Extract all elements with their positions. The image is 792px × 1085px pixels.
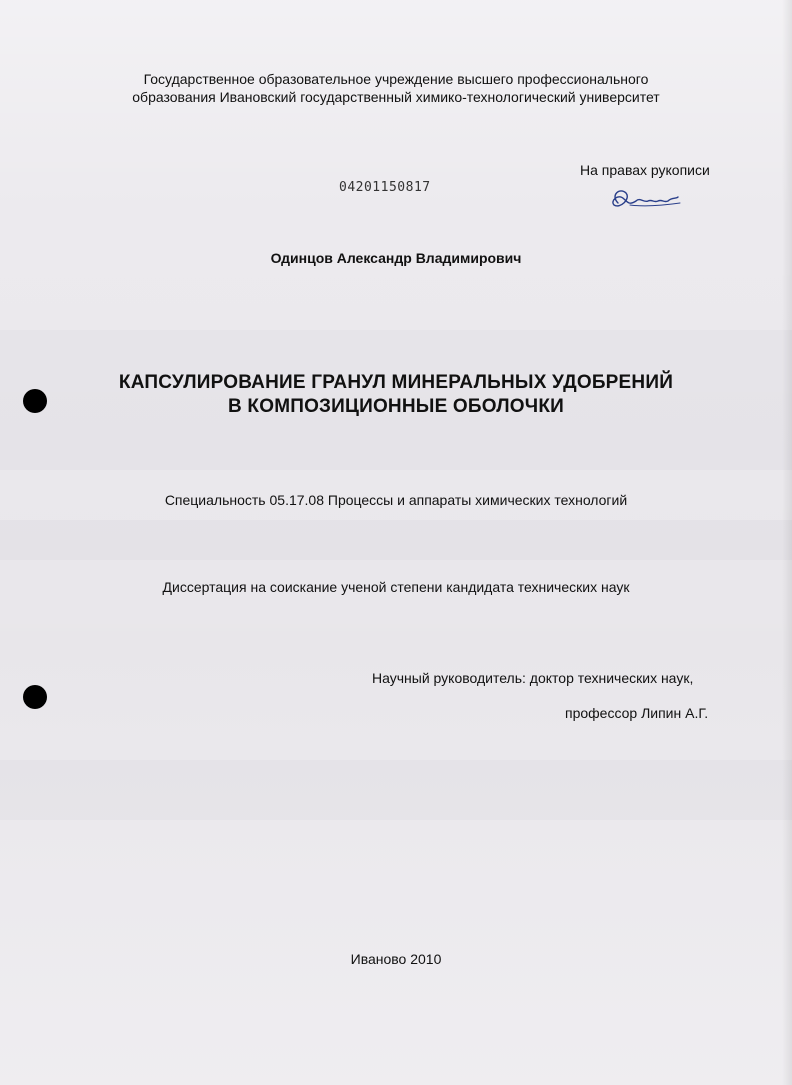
punch-hole	[23, 685, 47, 709]
author-name: Одинцов Александр Владимирович	[270, 250, 522, 266]
punch-hole	[23, 389, 47, 413]
catalog-number: 04201150817	[339, 180, 431, 195]
signature-icon	[606, 185, 686, 215]
title-line-1: КАПСУЛИРОВАНИЕ ГРАНУЛ МИНЕРАЛЬНЫХ УДОБРЕНИЙ	[118, 372, 674, 393]
institution-line-2: образования Ивановский государственный химико-технологический университет	[132, 89, 660, 105]
supervisor-line-1: Научный руководитель: доктор технических наук,	[372, 670, 694, 686]
supervisor-line-2: профессор Липин А.Г.	[565, 705, 709, 721]
scan-shading	[0, 760, 792, 820]
city-year: Иваново 2010	[350, 951, 442, 967]
specialty: Специальность 05.17.08 Процессы и аппараты химических технологий	[164, 492, 628, 508]
page-edge-shadow	[782, 0, 792, 1085]
rights-note: На правах рукописи	[580, 162, 710, 178]
institution-line-1: Государственное образовательное учреждение высшего профессионального	[143, 71, 649, 87]
scan-shading	[0, 520, 792, 560]
degree: Диссертация на соискание ученой степени кандидата технических наук	[162, 579, 630, 595]
title-line-2: В КОМПОЗИЦИОННЫЕ ОБОЛОЧКИ	[228, 396, 564, 417]
